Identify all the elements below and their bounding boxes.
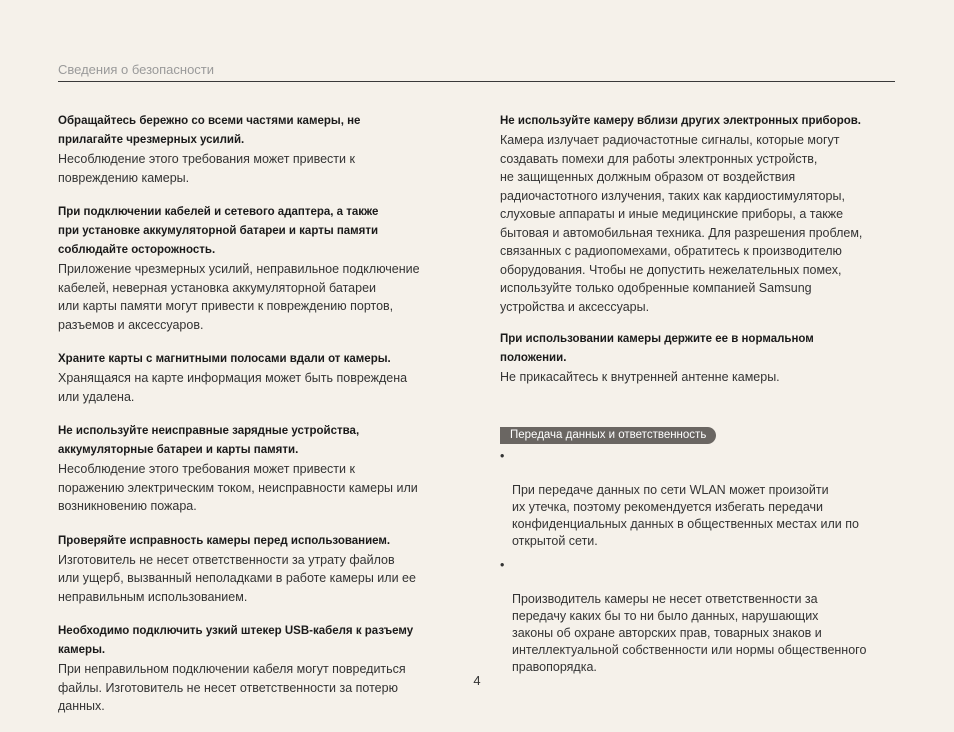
list-item-text: При передаче данных по сети WLAN может произойти их утечка, поэтому рекомендуется избегать передачи конфиденциальных данных в общественных местах или по открытой сети. xyxy=(512,482,859,548)
right-column xyxy=(500,112,895,683)
safety-body: Приложение чрезмерных усилий, неправильное подключение кабелей, неверная установка аккумуляторной батареи или карты памяти могут привести к повреждению портов, разъемов и аксессуаров. xyxy=(58,262,420,332)
list-item xyxy=(500,448,895,550)
safety-heading: Проверяйте исправность камеры перед использованием. xyxy=(58,534,391,547)
safety-body: Несоблюдение этого требования может привести к повреждению камеры. xyxy=(58,152,355,185)
safety-body: Хранящаяся на карте информация может быть повреждена или удалена. xyxy=(58,371,408,404)
safety-body: Изготовитель не несет ответственности за утрату файлов или ущерб, вызванный неполадками в работе камеры или ее неправильным использованием. xyxy=(58,552,416,604)
safety-item xyxy=(58,532,453,607)
section-title: Сведения о безопасности xyxy=(58,62,215,77)
safety-item xyxy=(58,422,453,516)
safety-item xyxy=(500,330,895,387)
subsection-badge: Передача данных и ответственность xyxy=(500,427,716,444)
safety-item xyxy=(58,112,453,187)
safety-item xyxy=(58,203,453,334)
left-column xyxy=(58,112,453,732)
page-number: 4 xyxy=(473,673,481,688)
bullet-list xyxy=(500,448,895,676)
bullet-icon: • xyxy=(500,557,505,572)
safety-heading: Необходимо подключить узкий штекер USB-кабеля к разъему камеры. xyxy=(58,625,414,656)
safety-item xyxy=(58,622,453,716)
page-header xyxy=(58,62,895,82)
safety-body: Несоблюдение этого требования может привести к поражению электрическим током, неисправности камеры или возникновению пожара. xyxy=(58,462,418,513)
safety-heading: Не используйте неисправные зарядные устройства, аккумуляторные батареи и карты памяти. xyxy=(58,425,360,456)
safety-body: При неправильном подключении кабеля могут повредиться файлы. Изготовитель не несет ответственности за потерю данных. xyxy=(58,662,406,713)
safety-heading: Не используйте камеру вблизи других электронных приборов. xyxy=(500,115,862,127)
safety-heading: Обращайтесь бережно со всеми частями камеры, не прилагайте чрезмерных усилий. xyxy=(58,115,361,146)
safety-heading: Храните карты с магнитными полосами вдали от камеры. xyxy=(58,353,391,365)
bullet-icon: • xyxy=(500,448,505,463)
list-item-text: Производитель камеры не несет ответственности за передачу каких бы то ни было данных, нарушающих законы об охране авторских прав, товарных знаков и интеллектуальной собственности или нормы общественного правопорядка. xyxy=(512,591,867,674)
safety-heading: При использовании камеры держите ее в нормальном положении. xyxy=(500,333,814,364)
safety-item xyxy=(58,350,453,406)
list-item xyxy=(500,557,895,676)
safety-body: Не прикасайтесь к внутренней антенне камеры. xyxy=(500,370,780,384)
safety-item xyxy=(500,112,895,316)
safety-heading: При подключении кабелей и сетевого адаптера, а также при установке аккумуляторной батареи и карты памяти соблюдайте осторожность. xyxy=(58,206,379,256)
safety-body: Камера излучает радиочастотные сигналы, которые могут создавать помехи для работы электронных устройств, не защищенных должным образом от воздействия радиочастотного излучения, таких как кардиостимуляторы, слуховые аппараты и иные медицинские приборы, а также бытовая и автомобильная техника. Для разрешения проблем, связанных с радиопомехами, обратитесь к производителю оборудования. Чтобы не допустить нежелательных помех, используйте только одобренные компанией Samsung устройства и аксессуары. xyxy=(500,133,863,314)
